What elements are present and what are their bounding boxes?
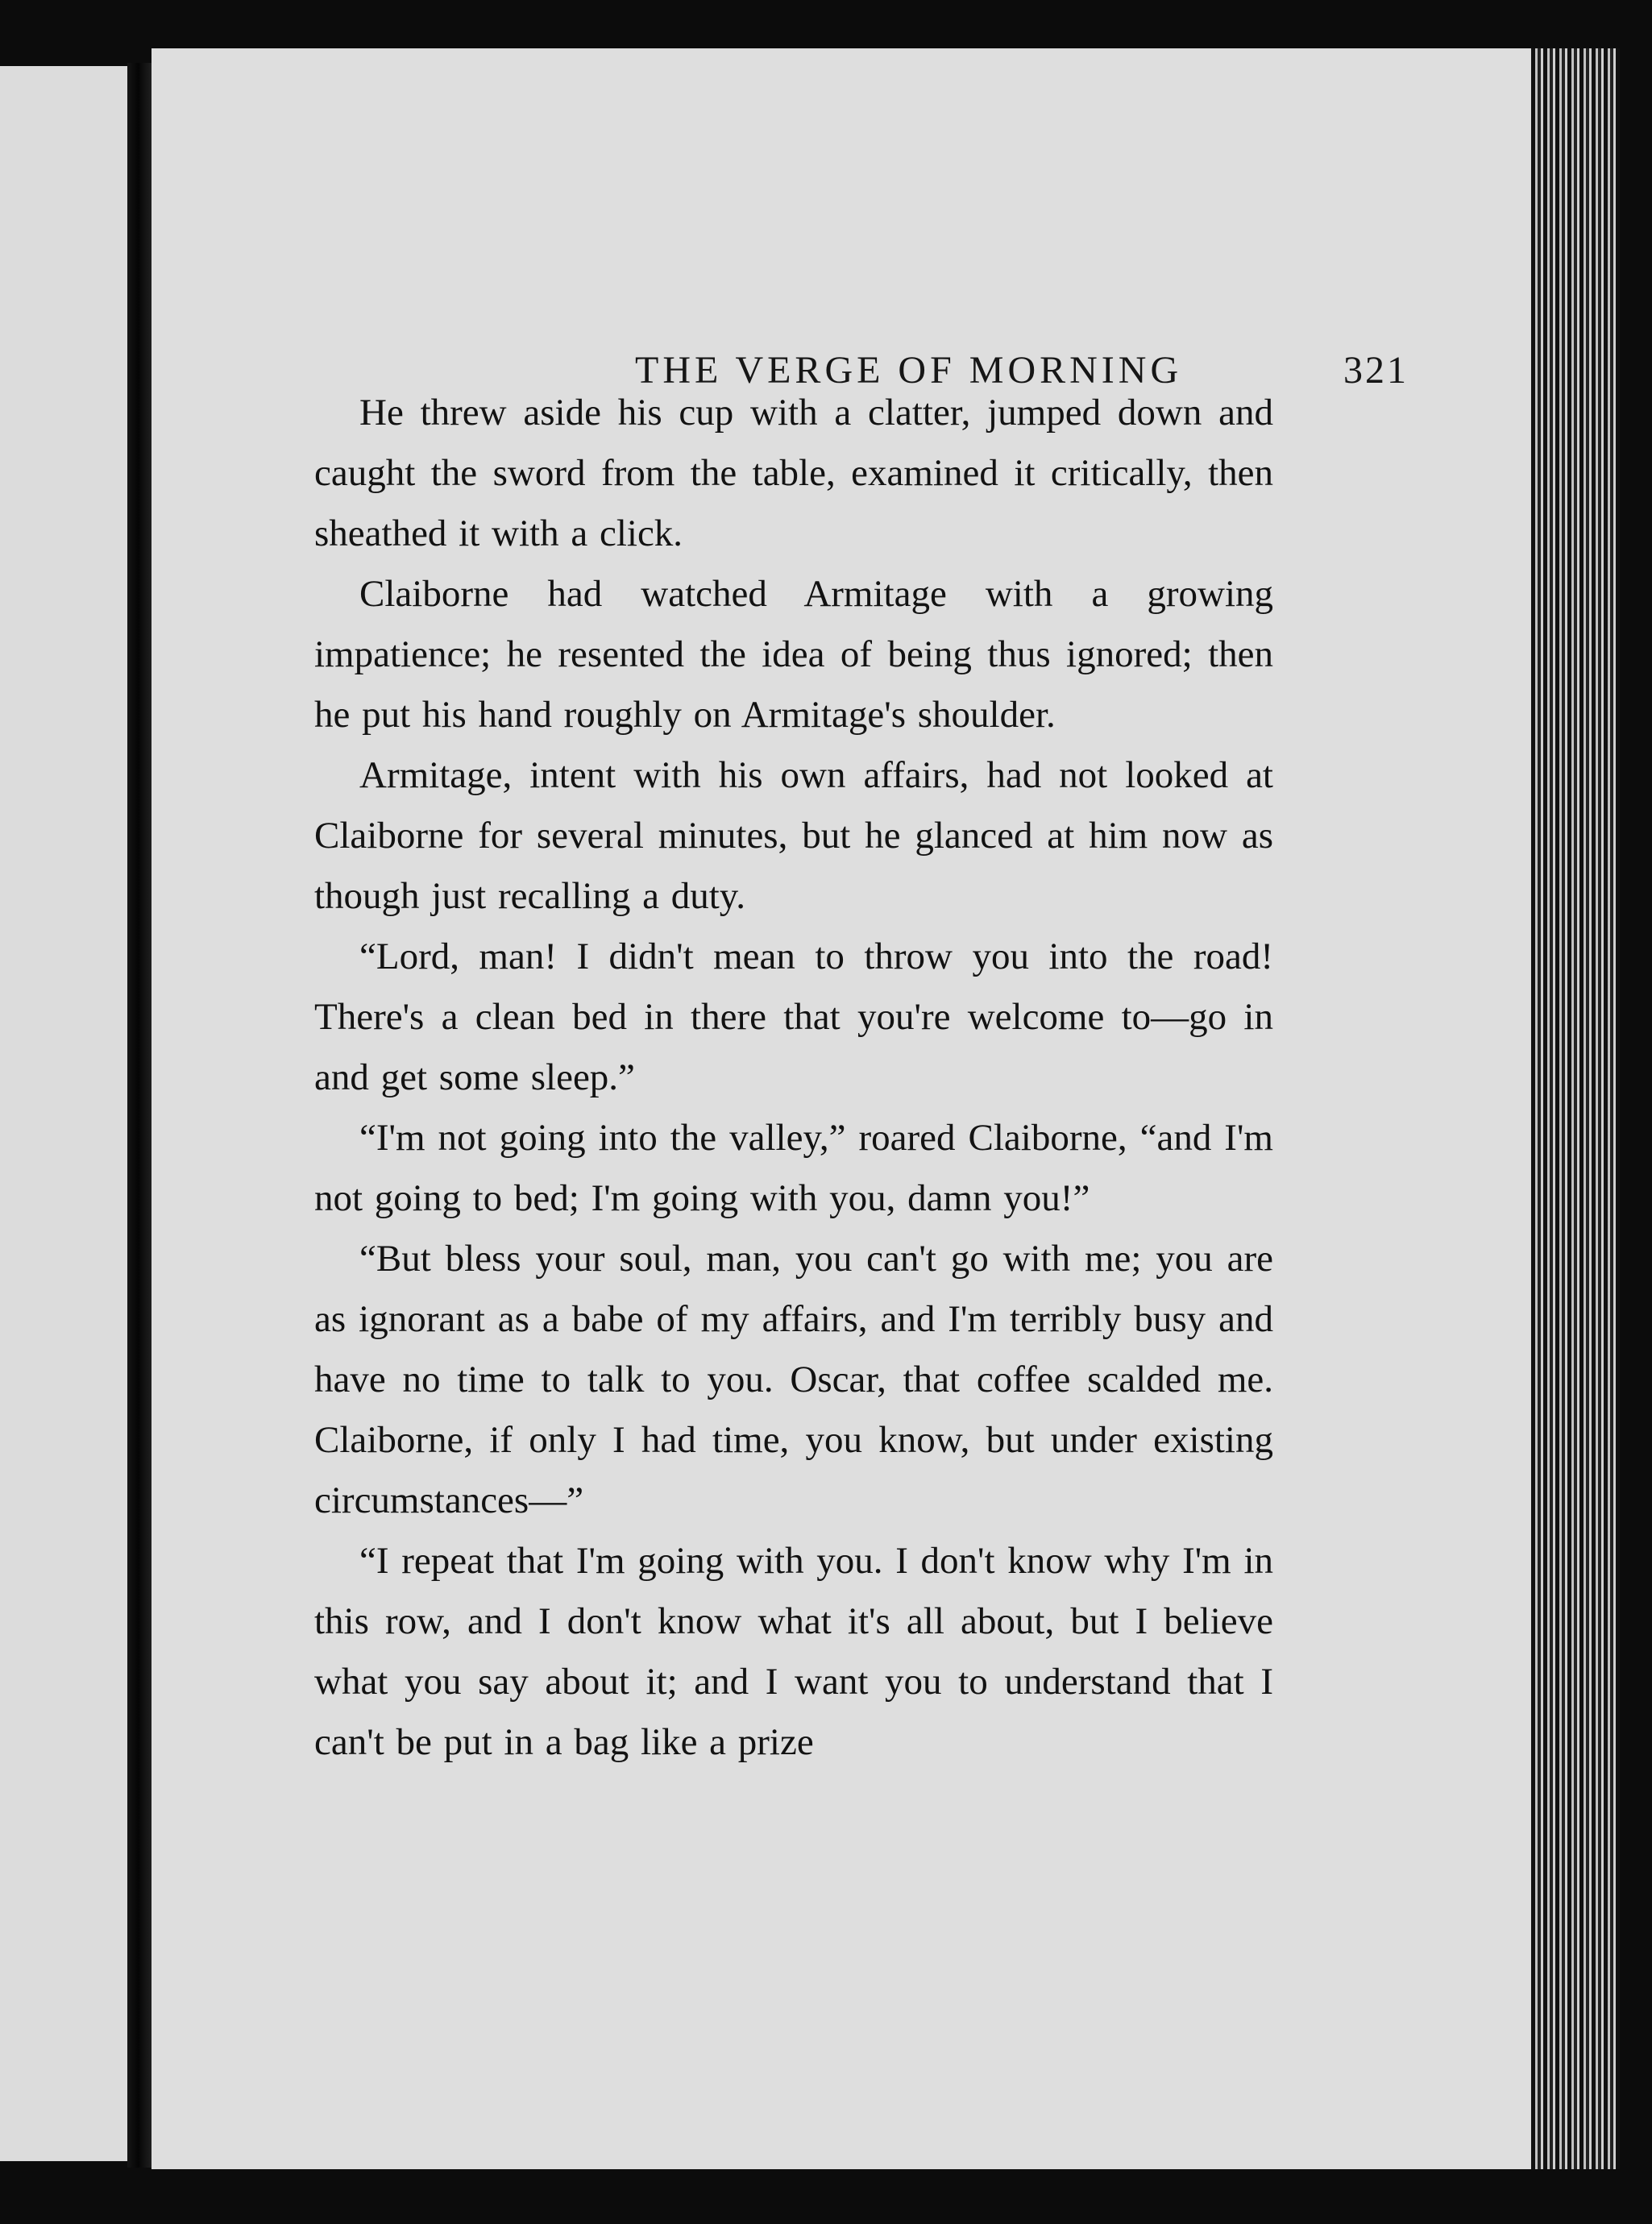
page-body-text: [314, 383, 1273, 1773]
paragraph-2: Claiborne had watched Armitage with a growing impatience; he resented the idea of being thus ignored; then he put his hand roughly on Armitage's shoulder.: [314, 573, 1273, 736]
paragraph-4: “Lord, man! I didn't mean to throw you into the road! There's a clean bed in there that you're welcome to—go in and get some sleep.”: [314, 936, 1273, 1098]
paragraph-3: Armitage, intent with his own affairs, had not looked at Claiborne for several minutes, but he glanced at him now as though just recalling a duty.: [314, 754, 1273, 917]
paragraph-7: “I repeat that I'm going with you. I don't know why I'm in this row, and I don't know what it's all about, but I believe what you say about it; and I want you to understand that I can't be put in a bag like a prize: [314, 1540, 1273, 1763]
page-number: 321: [1343, 349, 1409, 392]
running-title: THE VERGE OF MORNING: [635, 349, 1183, 392]
paragraph-1: He threw aside his cup with a clatter, jumped down and caught the sword from the table, examined it critically, then sheathed it with a click.: [314, 392, 1273, 554]
paragraph-6: “But bless your soul, man, you can't go with me; you are as ignorant as a babe of my affairs, and I'm terribly busy and have no time to talk to you. Oscar, that coffee scalded me. Claiborne, if only I had time, you know, but under existing circumstances—”: [314, 1238, 1273, 1521]
right-page-edge: [1531, 48, 1620, 2169]
book-gutter: [127, 63, 152, 2168]
paragraph-5: “I'm not going into the valley,” roared Claiborne, “and I'm not going to bed; I'm going with you, damn you!”: [314, 1117, 1273, 1219]
left-page-edge: [0, 66, 129, 2161]
